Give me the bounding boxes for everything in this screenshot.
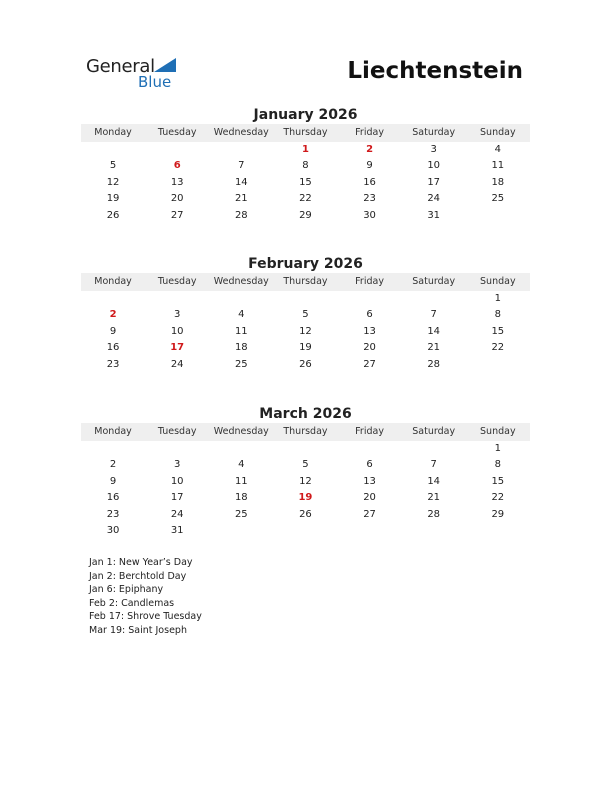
day-cell: 16 bbox=[106, 492, 120, 504]
empty-day-cell bbox=[145, 441, 209, 457]
day-cell: 20 bbox=[363, 492, 376, 504]
weekday-label: Tuesday bbox=[157, 276, 197, 287]
day-cell: 18 bbox=[234, 492, 248, 504]
empty-day-cell bbox=[209, 441, 273, 457]
day-cell: 22 bbox=[491, 342, 505, 354]
holiday-day-cell: 6 bbox=[173, 160, 181, 172]
holiday-item: Jan 2: Berchtold Day bbox=[89, 570, 187, 582]
weekday-label: Sunday bbox=[480, 276, 516, 287]
day-cell: 28 bbox=[427, 358, 441, 370]
month-title: January 2026 bbox=[253, 107, 358, 123]
weekday-label: Thursday bbox=[283, 127, 328, 138]
day-cell: 20 bbox=[170, 193, 184, 205]
empty-day-cell bbox=[81, 291, 145, 307]
day-cell: 26 bbox=[299, 358, 312, 370]
country-title: Liechtenstein bbox=[347, 58, 523, 84]
day-cell: 8 bbox=[494, 309, 501, 321]
day-cell: 11 bbox=[234, 325, 248, 337]
empty-day-cell bbox=[273, 441, 337, 457]
day-cell: 5 bbox=[109, 160, 117, 172]
day-cell: 24 bbox=[170, 508, 184, 520]
weekday-label: Friday bbox=[355, 127, 384, 138]
day-cell: 27 bbox=[363, 358, 376, 370]
weekday-label: Sunday bbox=[480, 426, 516, 437]
weekday-label: Thursday bbox=[283, 276, 328, 287]
day-cell: 20 bbox=[363, 342, 376, 354]
weekday-header bbox=[81, 273, 530, 291]
day-cell: 28 bbox=[234, 209, 248, 221]
month-title: March 2026 bbox=[259, 406, 352, 422]
day-cell: 10 bbox=[170, 475, 184, 487]
day-cell: 23 bbox=[106, 508, 120, 520]
day-cell: 30 bbox=[363, 209, 376, 221]
holiday-day-cell: 17 bbox=[170, 342, 185, 354]
holiday-item: Feb 2: Candlemas bbox=[89, 597, 175, 609]
empty-day-cell bbox=[81, 441, 145, 457]
day-cell: 17 bbox=[427, 176, 441, 188]
day-grid bbox=[81, 142, 530, 224]
empty-day-cell bbox=[338, 441, 402, 457]
day-cell: 6 bbox=[366, 459, 373, 471]
day-cell: 12 bbox=[299, 475, 312, 487]
day-cell: 7 bbox=[430, 309, 437, 321]
day-cell: 7 bbox=[238, 160, 245, 172]
day-cell: 30 bbox=[106, 524, 120, 536]
holiday-list bbox=[89, 556, 202, 638]
day-cell: 18 bbox=[491, 176, 505, 188]
day-cell: 24 bbox=[427, 193, 441, 205]
empty-day-cell bbox=[402, 291, 466, 307]
day-cell: 27 bbox=[363, 508, 376, 520]
day-cell: 17 bbox=[170, 492, 184, 504]
holiday-day-cell: 1 bbox=[301, 144, 309, 155]
day-cell: 8 bbox=[494, 459, 501, 471]
holiday-day-cell: 2 bbox=[109, 309, 117, 321]
weekday-label: Monday bbox=[94, 127, 132, 138]
empty-day-cell bbox=[145, 142, 209, 158]
day-cell: 29 bbox=[491, 508, 505, 520]
day-cell: 21 bbox=[427, 492, 441, 504]
weekday-label: Saturday bbox=[412, 276, 456, 287]
day-cell: 1 bbox=[494, 443, 501, 454]
holiday-item: Mar 19: Saint Joseph bbox=[89, 624, 187, 636]
weekday-label: Friday bbox=[355, 426, 384, 437]
day-cell: 14 bbox=[427, 475, 441, 487]
month-calendar-january bbox=[81, 107, 530, 224]
day-cell: 7 bbox=[430, 459, 437, 471]
day-cell: 25 bbox=[491, 193, 505, 205]
empty-day-cell bbox=[145, 291, 209, 307]
day-cell: 14 bbox=[427, 325, 441, 337]
day-cell: 19 bbox=[299, 342, 312, 354]
empty-day-cell bbox=[81, 142, 145, 158]
day-cell: 23 bbox=[106, 358, 120, 370]
weekday-label: Sunday bbox=[480, 127, 516, 138]
brand-logo bbox=[86, 56, 196, 92]
holiday-item: Jan 6: Epiphany bbox=[89, 584, 164, 596]
day-grid bbox=[81, 441, 530, 539]
day-cell: 4 bbox=[238, 459, 245, 471]
day-cell: 5 bbox=[302, 309, 309, 321]
day-cell: 10 bbox=[170, 325, 184, 337]
day-cell: 13 bbox=[363, 325, 376, 337]
day-cell: 21 bbox=[234, 193, 248, 205]
day-cell: 23 bbox=[363, 193, 376, 205]
weekday-label: Tuesday bbox=[157, 127, 197, 138]
day-cell: 3 bbox=[174, 309, 181, 321]
weekday-label: Monday bbox=[94, 426, 132, 437]
day-cell: 9 bbox=[109, 475, 117, 487]
weekday-label: Friday bbox=[355, 276, 384, 287]
brand-word-blue: Blue bbox=[138, 73, 172, 91]
day-cell: 16 bbox=[363, 176, 376, 188]
weekday-label: Thursday bbox=[283, 426, 328, 437]
brand-word-general: General bbox=[86, 56, 155, 77]
month-calendar-february bbox=[81, 256, 530, 373]
day-cell: 16 bbox=[106, 342, 120, 354]
holiday-item: Feb 17: Shrove Tuesday bbox=[89, 611, 202, 623]
month-calendar-march bbox=[81, 406, 530, 539]
day-cell: 21 bbox=[427, 342, 441, 354]
day-cell: 3 bbox=[174, 459, 181, 471]
day-cell: 18 bbox=[234, 342, 248, 354]
day-cell: 14 bbox=[234, 176, 248, 188]
empty-day-cell bbox=[338, 291, 402, 307]
day-cell: 19 bbox=[106, 193, 120, 205]
holiday-item: Jan 1: New Year’s Day bbox=[89, 557, 193, 568]
holiday-day-cell: 2 bbox=[366, 144, 374, 155]
day-cell: 25 bbox=[234, 358, 248, 370]
day-cell: 27 bbox=[170, 209, 184, 221]
day-cell: 9 bbox=[366, 160, 373, 172]
day-cell: 3 bbox=[430, 144, 437, 155]
day-cell: 5 bbox=[302, 459, 309, 471]
empty-day-cell bbox=[209, 291, 273, 307]
weekday-label: Monday bbox=[94, 276, 132, 287]
day-cell: 28 bbox=[427, 508, 441, 520]
month-title: February 2026 bbox=[248, 256, 363, 272]
weekday-label: Wednesday bbox=[213, 276, 269, 287]
day-cell: 13 bbox=[170, 176, 184, 188]
day-cell: 31 bbox=[427, 209, 441, 221]
day-cell: 4 bbox=[238, 309, 245, 321]
day-cell: 11 bbox=[234, 475, 248, 487]
day-cell: 8 bbox=[302, 160, 309, 172]
brand-triangle-icon bbox=[154, 58, 176, 72]
day-grid bbox=[81, 291, 530, 373]
weekday-label: Tuesday bbox=[157, 426, 197, 437]
day-cell: 15 bbox=[491, 475, 505, 487]
day-cell: 11 bbox=[491, 160, 505, 172]
day-cell: 6 bbox=[366, 309, 373, 321]
day-cell: 26 bbox=[106, 209, 120, 221]
weekday-label: Wednesday bbox=[213, 127, 269, 138]
weekday-label: Saturday bbox=[412, 127, 456, 138]
day-cell: 2 bbox=[109, 459, 117, 471]
weekday-header bbox=[81, 423, 530, 441]
day-cell: 24 bbox=[170, 358, 184, 370]
empty-day-cell bbox=[402, 441, 466, 457]
weekday-label: Saturday bbox=[412, 426, 456, 437]
day-cell: 13 bbox=[363, 475, 376, 487]
day-cell: 12 bbox=[106, 176, 120, 188]
day-cell: 22 bbox=[299, 193, 312, 205]
empty-day-cell bbox=[209, 142, 273, 158]
holiday-day-cell: 19 bbox=[298, 492, 313, 504]
day-cell: 1 bbox=[494, 293, 501, 304]
day-cell: 12 bbox=[299, 325, 312, 337]
day-cell: 26 bbox=[299, 508, 312, 520]
day-cell: 25 bbox=[234, 508, 248, 520]
day-cell: 22 bbox=[491, 492, 505, 504]
day-cell: 4 bbox=[494, 144, 501, 155]
empty-day-cell bbox=[273, 291, 337, 307]
weekday-label: Wednesday bbox=[213, 426, 269, 437]
day-cell: 10 bbox=[427, 160, 441, 172]
weekday-header bbox=[81, 124, 530, 142]
day-cell: 15 bbox=[491, 325, 505, 337]
day-cell: 9 bbox=[109, 325, 117, 337]
day-cell: 15 bbox=[299, 176, 312, 188]
day-cell: 31 bbox=[170, 524, 184, 536]
day-cell: 29 bbox=[299, 209, 312, 221]
